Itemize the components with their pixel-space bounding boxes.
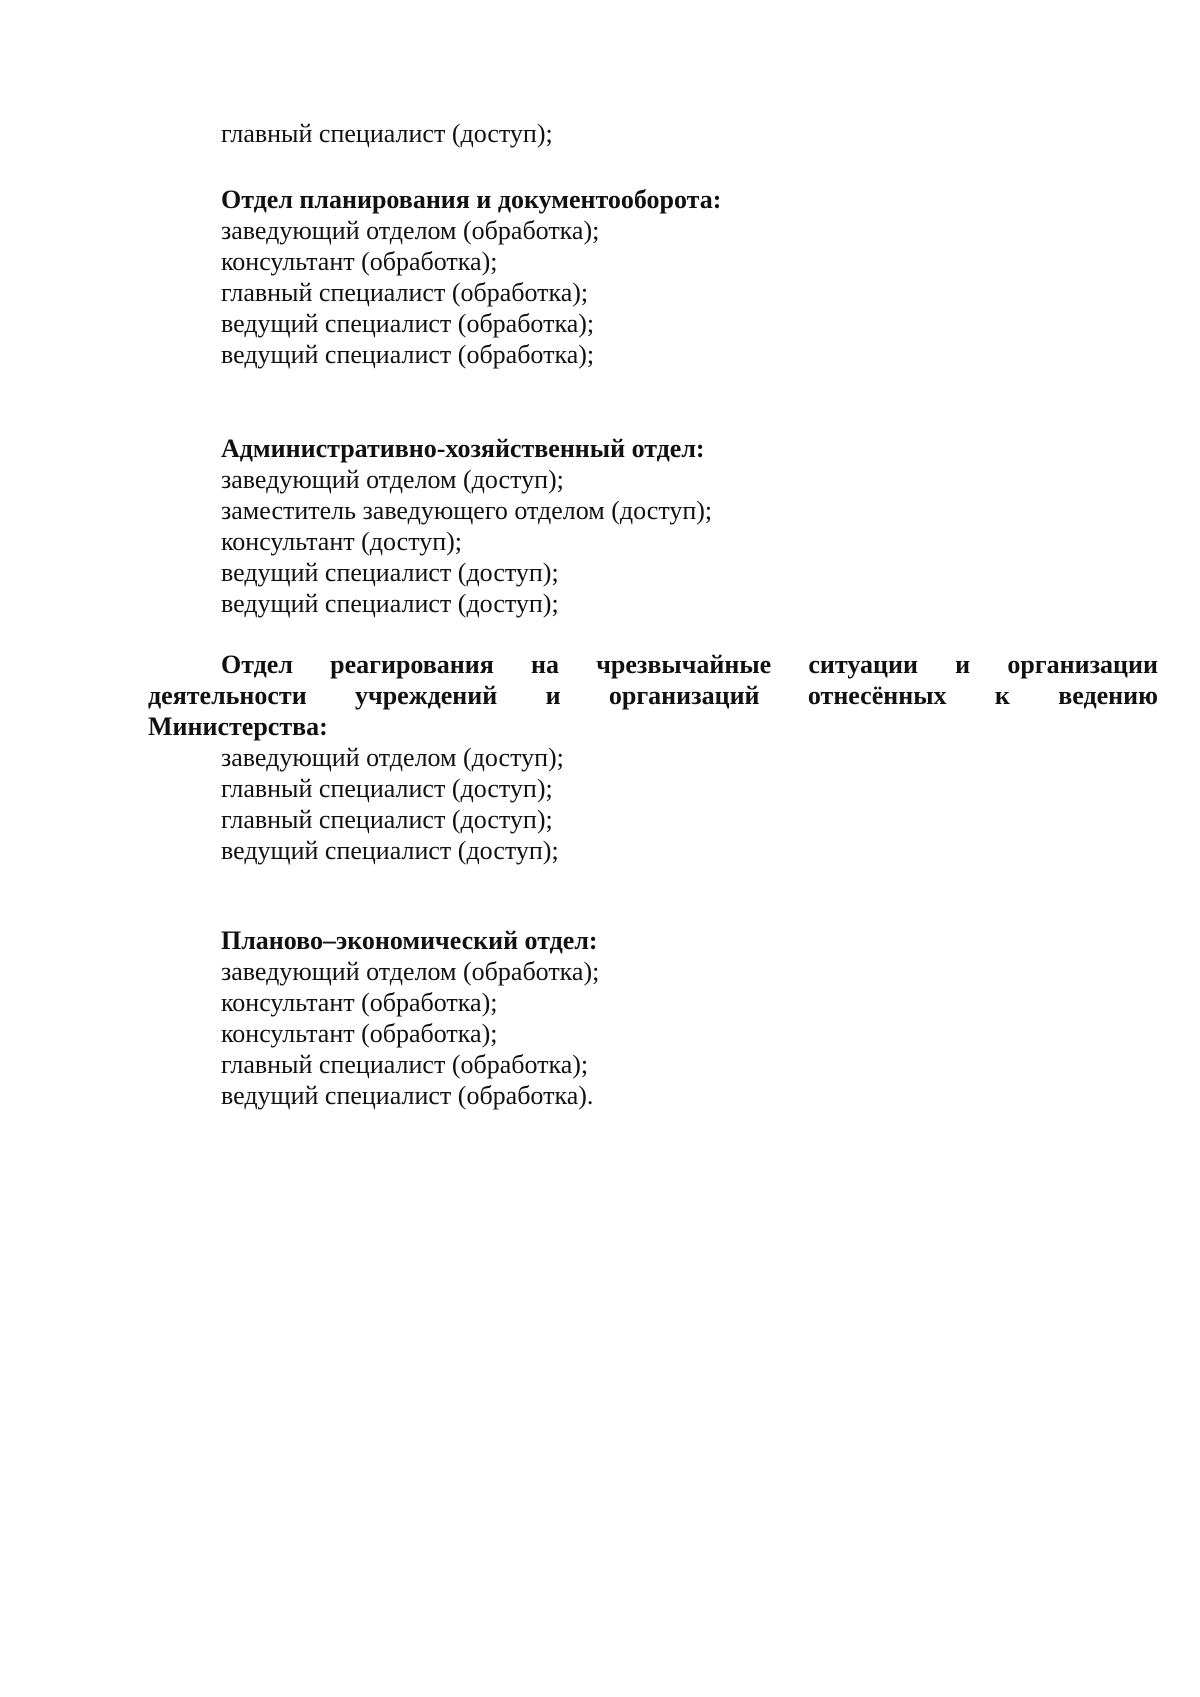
- title-word: ситуации: [808, 650, 918, 679]
- section-title-line-3: Министерства:: [148, 712, 328, 741]
- title-word: Отдел: [221, 650, 293, 679]
- section-title-line-2: [148, 680, 1158, 711]
- intro-line: главный специалист (доступ);: [221, 119, 553, 148]
- list-item: консультант (обработка);: [221, 988, 498, 1017]
- title-word: и: [955, 650, 971, 679]
- list-item: главный специалист (обработка);: [221, 278, 589, 307]
- section-title-admin: Административно-хозяйственный отдел:: [221, 434, 705, 463]
- title-word: на: [531, 650, 560, 679]
- list-item: главный специалист (доступ);: [221, 774, 553, 803]
- section-title-planning: Отдел планирования и документооборота:: [221, 185, 722, 214]
- list-item: консультант (доступ);: [221, 527, 463, 556]
- list-item: заведующий отделом (доступ);: [221, 465, 564, 494]
- title-word: реагирования: [330, 650, 494, 679]
- list-item: ведущий специалист (обработка);: [221, 340, 595, 369]
- title-word: и: [545, 681, 561, 710]
- title-word: деятельности: [148, 681, 307, 710]
- list-item: ведущий специалист (доступ);: [221, 558, 559, 587]
- list-item: ведущий специалист (доступ);: [221, 589, 559, 618]
- list-item: заведующий отделом (обработка);: [221, 957, 600, 986]
- list-item: заведующий отделом (доступ);: [221, 743, 564, 772]
- list-item: заведующий отделом (обработка);: [221, 216, 600, 245]
- title-word: учреждений: [355, 681, 498, 710]
- list-item: ведущий специалист (доступ);: [221, 836, 559, 865]
- list-item: заместитель заведующего отделом (доступ);: [221, 496, 713, 525]
- section-title-economic: Планово–экономический отдел:: [221, 926, 598, 955]
- title-word: организации: [1007, 650, 1158, 679]
- title-word: отнесённых: [807, 681, 947, 710]
- section-title-emergency: [148, 649, 1158, 742]
- list-item: консультант (обработка);: [221, 1019, 498, 1048]
- title-word: чрезвычайные: [596, 650, 772, 679]
- list-item: ведущий специалист (обработка);: [221, 309, 595, 338]
- section-title-line-1: [148, 649, 1158, 680]
- list-item: главный специалист (доступ);: [221, 805, 553, 834]
- title-word: организаций: [608, 681, 760, 710]
- list-item: консультант (обработка);: [221, 247, 498, 276]
- title-word: к: [994, 681, 1010, 710]
- title-word: ведению: [1058, 681, 1158, 710]
- list-item: главный специалист (обработка);: [221, 1050, 589, 1079]
- list-item: ведущий специалист (обработка).: [221, 1081, 594, 1110]
